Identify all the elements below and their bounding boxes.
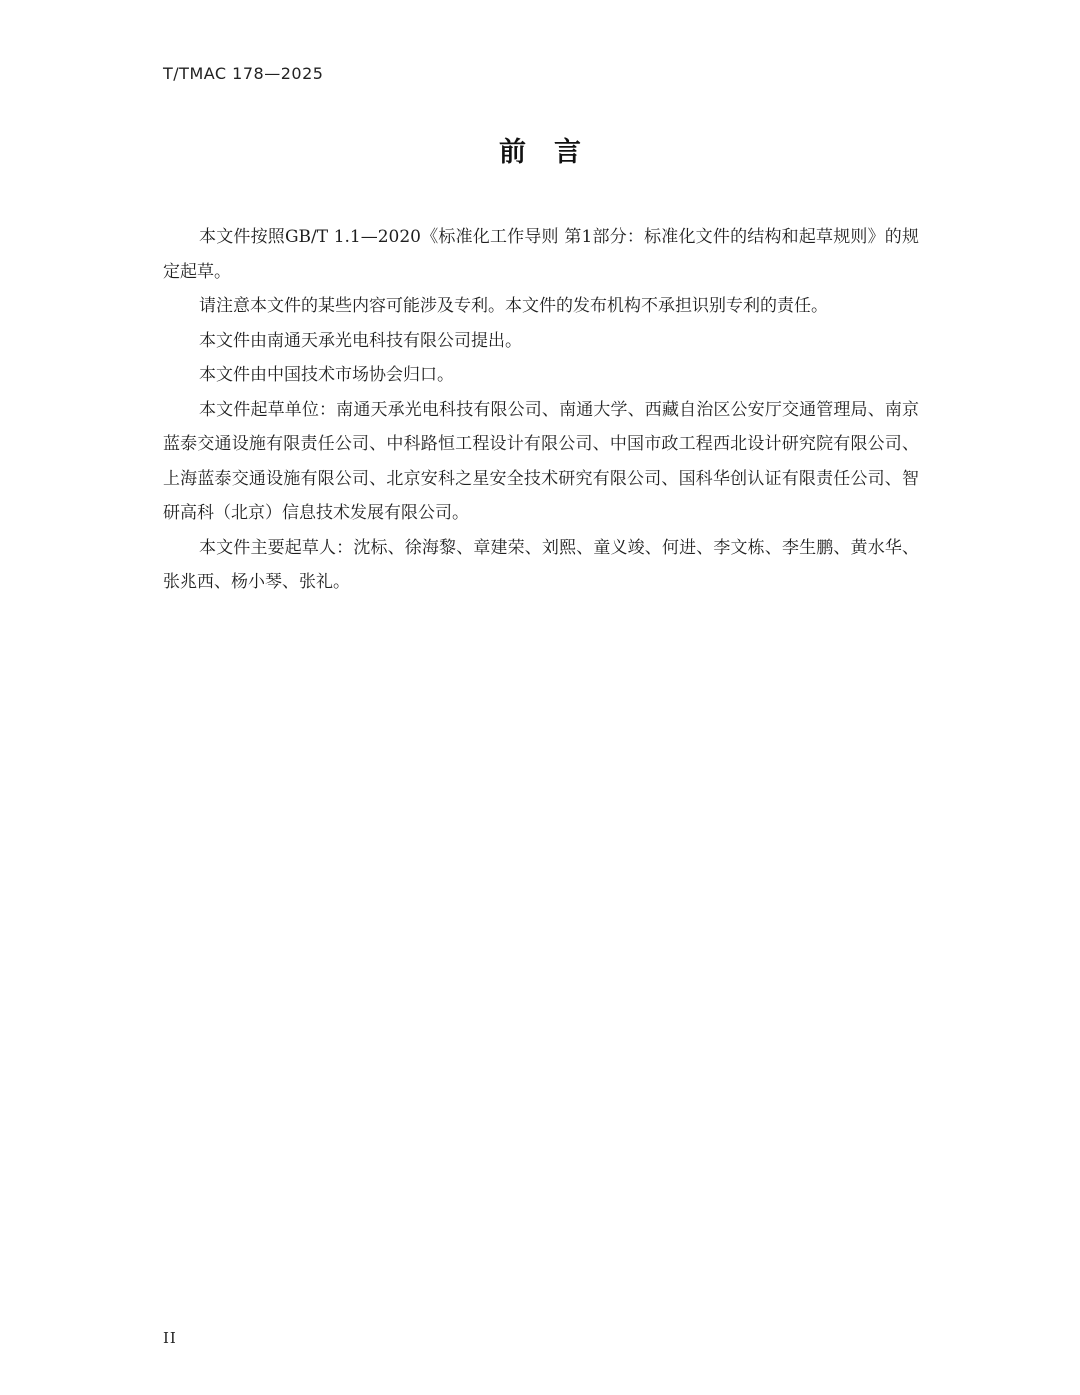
paragraph-centralized-unit: 本文件由中国技术市场协会归口。 (199, 365, 454, 385)
paragraph-proposer: 本文件由南通天承光电科技有限公司提出。 (199, 330, 522, 351)
standard-code: T/TMAC 178—2025 (163, 64, 324, 83)
page-title: 前言 (499, 137, 609, 168)
paragraph-main-drafters: 本文件主要起草人：沈标、徐海黎、章建荣、刘熙、童义竣、何进、李文栋、李生鹏、黄水华、张兆西、杨小琴、张礼。 (163, 537, 919, 592)
page-number: II (163, 1329, 177, 1347)
paragraph-drafting-rules: 本文件按照GB/T 1.1—2020《标准化工作导则 第1部分：标准化文件的结构和起草规则》的规定起草。 (163, 227, 919, 282)
foreword-body (163, 220, 919, 600)
paragraph-drafting-units: 本文件起草单位：南通天承光电科技有限公司、南通大学、西藏自治区公安厅交通管理局、南京蓝泰交通设施有限责任公司、中科路恒工程设计有限公司、中国市政工程西北设计研究院有限公司、上海蓝泰交通设施有限公司、北京安科之星安全技术研究有限公司、国科华创认证有限责任公司、智研高科（北京）信息技术发展有限公司。 (163, 399, 919, 523)
paragraph-patent-notice: 请注意本文件的某些内容可能涉及专利。本文件的发布机构不承担识别专利的责任。 (199, 296, 828, 316)
